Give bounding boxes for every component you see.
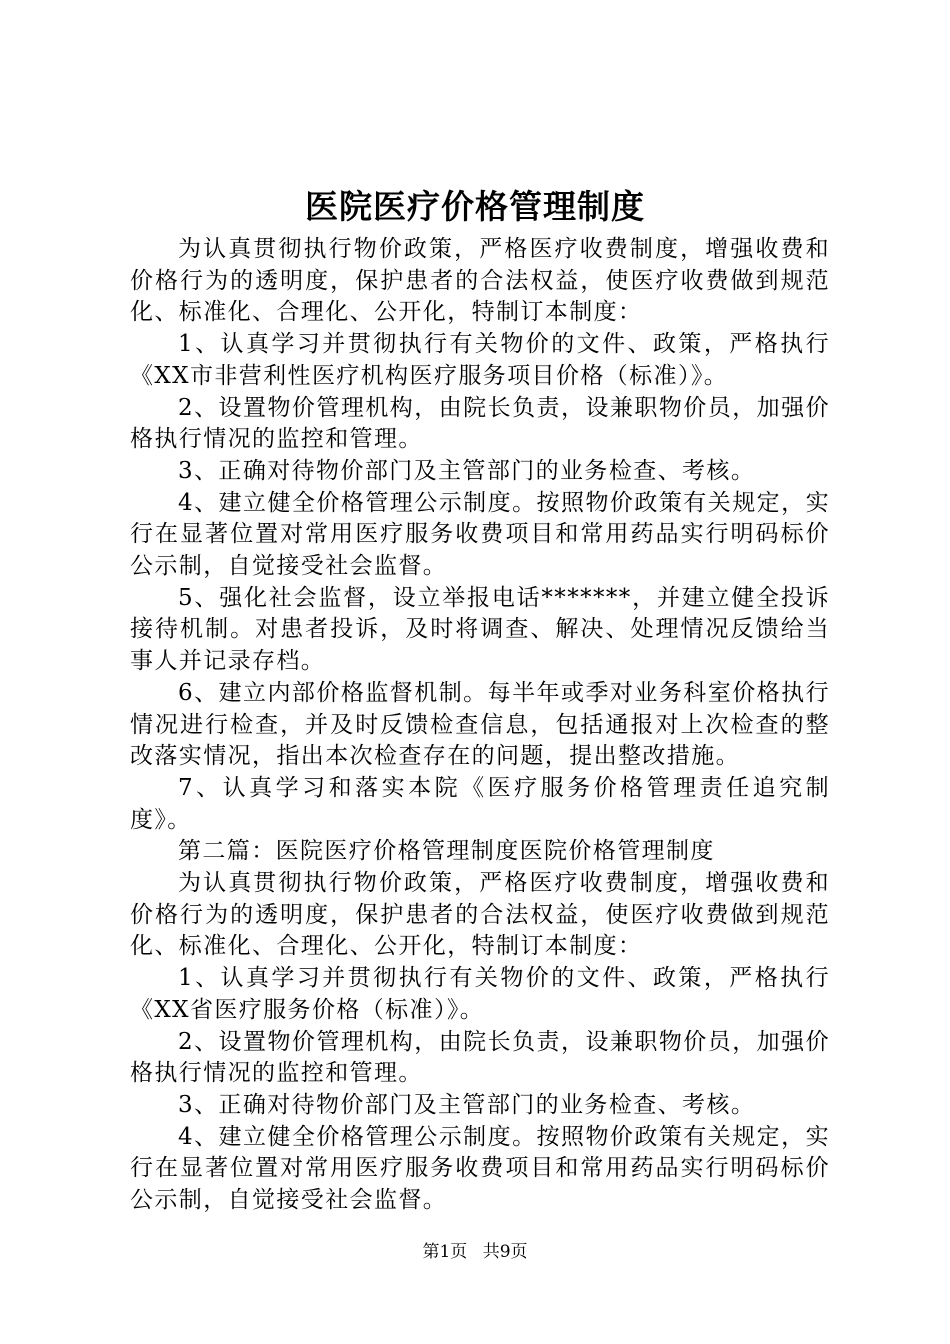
paragraph-item-7: 7、认真学习和落实本院《医疗服务价格管理责任追究制度》。: [130, 774, 830, 833]
paragraph-item-3: 3、正确对待物价部门及主管部门的业务检查、考核。: [178, 457, 756, 484]
paragraph-part-two-item-3: 3、正确对待物价部门及主管部门的业务检查、考核。: [178, 1091, 756, 1118]
paragraph-intro: 为认真贯彻执行物价政策，严格医疗收费制度，增强收费和价格行为的透明度，保护患者的合法权益，使医疗收费做到规范化、标准化、合理化、公开化，特制订本制度：: [130, 236, 830, 326]
document-body: [130, 234, 830, 1217]
paragraph-part-two-item-1: 1、认真学习并贯彻执行有关物价的文件、政策，严格执行《XX省医疗服务价格（标准）》。: [130, 965, 830, 1023]
paragraph-item-5: 5、强化社会监督，设立举报电话*******，并建立健全投诉接待机制。对患者投诉，及时将调查、解决、处理情况反馈给当事人并记录存档。: [130, 584, 830, 675]
paragraph-item-2: 2、设置物价管理机构，由院长负责，设兼职物价员，加强价格执行情况的监控和管理。: [130, 394, 830, 453]
paragraph-part-two-item-2: 2、设置物价管理机构，由院长负责，设兼职物价员，加强价格执行情况的监控和管理。: [130, 1028, 830, 1087]
paragraph-item-4: 4、建立健全价格管理公示制度。按照物价政策有关规定，实行在显著位置对常用医疗服务收费项目和常用药品实行明码标价公示制，自觉接受社会监督。: [130, 489, 830, 580]
paragraph-item-6: 6、建立内部价格监督机制。每半年或季对业务科室价格执行情况进行检查，并及时反馈检查信息，包括通报对上次检查的整改落实情况，指出本次检查存在的问题，提出整改措施。: [130, 679, 830, 770]
document-title: 医院医疗价格管理制度: [305, 187, 645, 226]
page-total: 共9页: [482, 1242, 528, 1262]
page-footer: [0, 1240, 950, 1264]
paragraph-item-1: 1、认真学习并贯彻执行有关物价的文件、政策，严格执行《XX市非营利性医疗机构医疗服务项目价格（标准）》。: [130, 331, 830, 389]
paragraph-part-two-item-4: 4、建立健全价格管理公示制度。按照物价政策有关规定，实行在显著位置对常用医疗服务收费项目和常用药品实行明码标价公示制，自觉接受社会监督。: [130, 1123, 830, 1214]
section-heading-part-two: 第二篇：医院医疗价格管理制度医院价格管理制度: [178, 838, 715, 865]
paragraph-intro-part-two: 为认真贯彻执行物价政策，严格医疗收费制度，增强收费和价格行为的透明度，保护患者的合法权益，使医疗收费做到规范化、标准化、合理化、公开化，特制订本制度：: [130, 870, 830, 960]
page-number: 第1页: [422, 1242, 468, 1262]
